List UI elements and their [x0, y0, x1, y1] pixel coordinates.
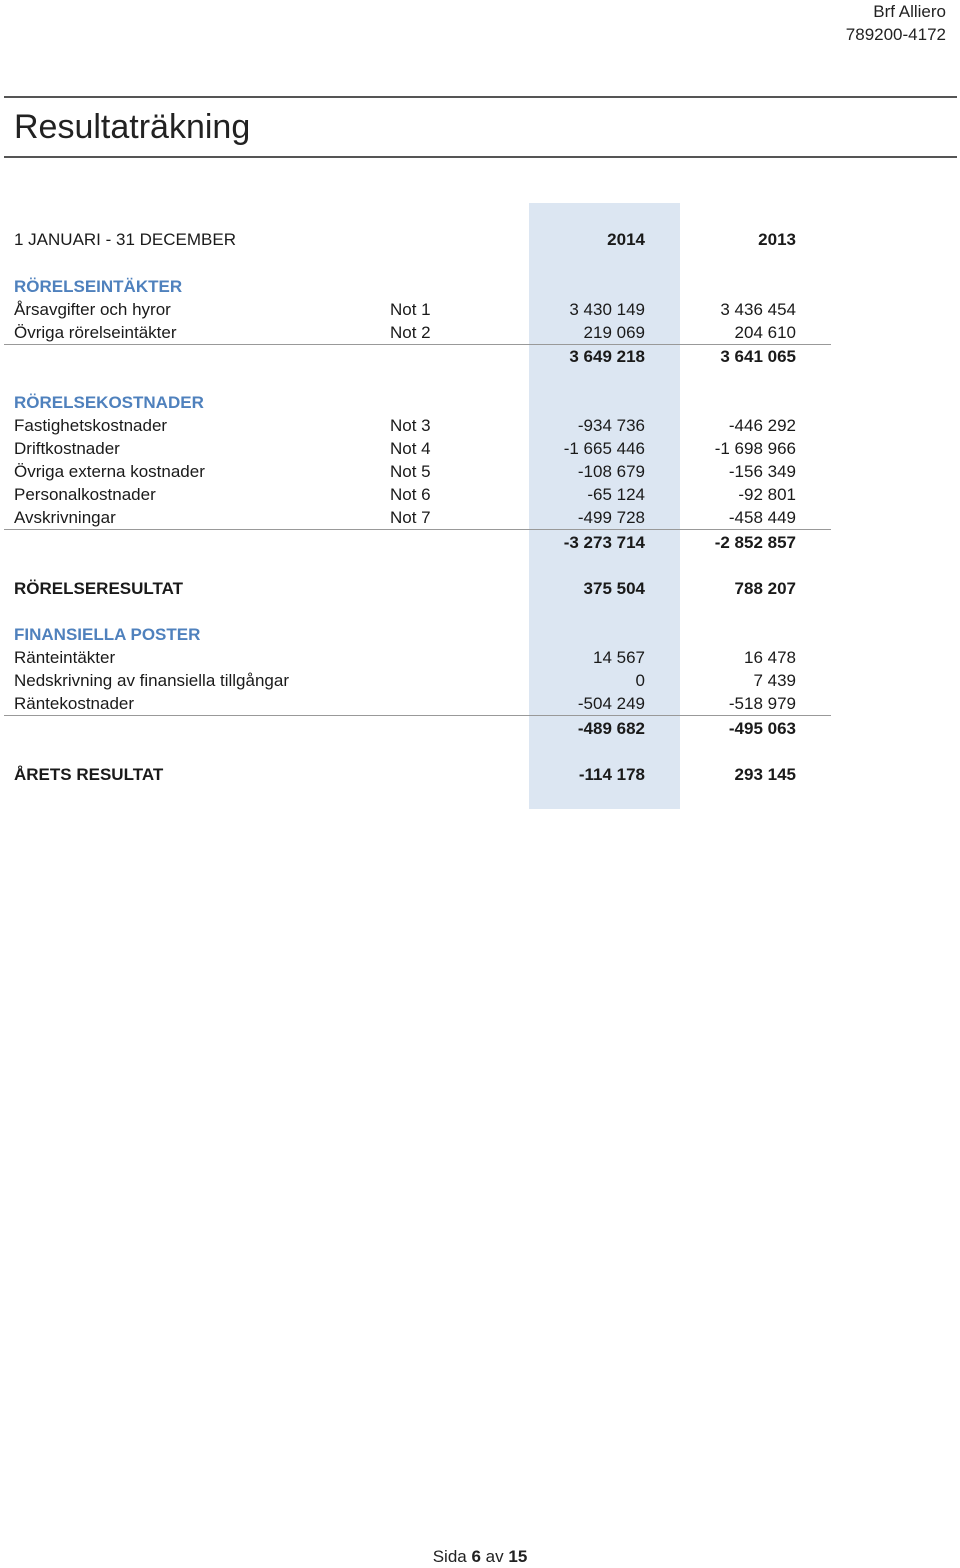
- table-row: Nedskrivning av finansiella tillgångar 0 7 439: [14, 671, 796, 690]
- net-result-row: ÅRETS RESULTAT -114 178 293 145: [14, 765, 796, 784]
- title-bottom-rule: [4, 156, 957, 158]
- org-number: 789200-4172: [845, 25, 946, 44]
- table-row: Övriga rörelseintäkter Not 2 219 069 204 610: [14, 323, 796, 342]
- table-row: Driftkostnader Not 4 -1 665 446 -1 698 966: [14, 439, 796, 458]
- org-name: Brf Alliero: [873, 2, 946, 21]
- org-header: [846, 0, 946, 46]
- section-heading-costs: RÖRELSEKOSTNADER: [14, 393, 204, 412]
- year-previous: 2013: [758, 230, 796, 249]
- title-top-rule: [4, 96, 957, 98]
- footer-middle: av: [485, 1547, 504, 1566]
- footer-page-total: 15: [508, 1547, 528, 1566]
- subtotal-row-costs: -3 273 714 -2 852 857: [563, 533, 796, 552]
- table-row: Räntekostnader -504 249 -518 979: [14, 694, 796, 713]
- page-footer: [0, 1545, 960, 1568]
- table-row: Personalkostnader Not 6 -65 124 -92 801: [14, 485, 796, 504]
- period-header-row: [14, 228, 814, 251]
- table-row: Fastighetskostnader Not 3 -934 736 -446 292: [14, 416, 796, 435]
- year-current: 2014: [607, 230, 645, 249]
- table-row: Årsavgifter och hyror Not 1 3 430 149 3 436 454: [14, 300, 796, 319]
- page-title: Resultaträkning: [14, 108, 251, 146]
- subtotal-row-financial: -489 682 -495 063: [577, 719, 796, 738]
- table-row: Övriga externa kostnader Not 5 -108 679 -156 349: [14, 462, 796, 481]
- subtotal-divider: [4, 715, 831, 716]
- section-heading-financial: FINANSIELLA POSTER: [14, 625, 201, 644]
- period-label: 1 JANUARI - 31 DECEMBER: [14, 230, 236, 249]
- subtotal-row-income: 3 649 218 3 641 065: [569, 347, 796, 366]
- operating-result-row: RÖRELSERESULTAT 375 504 788 207: [14, 579, 796, 598]
- table-row: Ränteintäkter 14 567 16 478: [14, 648, 796, 667]
- section-heading-income: RÖRELSEINTÄKTER: [14, 277, 183, 296]
- subtotal-divider: [4, 529, 831, 530]
- footer-page-number: 6: [471, 1547, 481, 1566]
- table-row: Avskrivningar Not 7 -499 728 -458 449: [14, 508, 796, 527]
- footer-prefix: Sida: [432, 1547, 467, 1566]
